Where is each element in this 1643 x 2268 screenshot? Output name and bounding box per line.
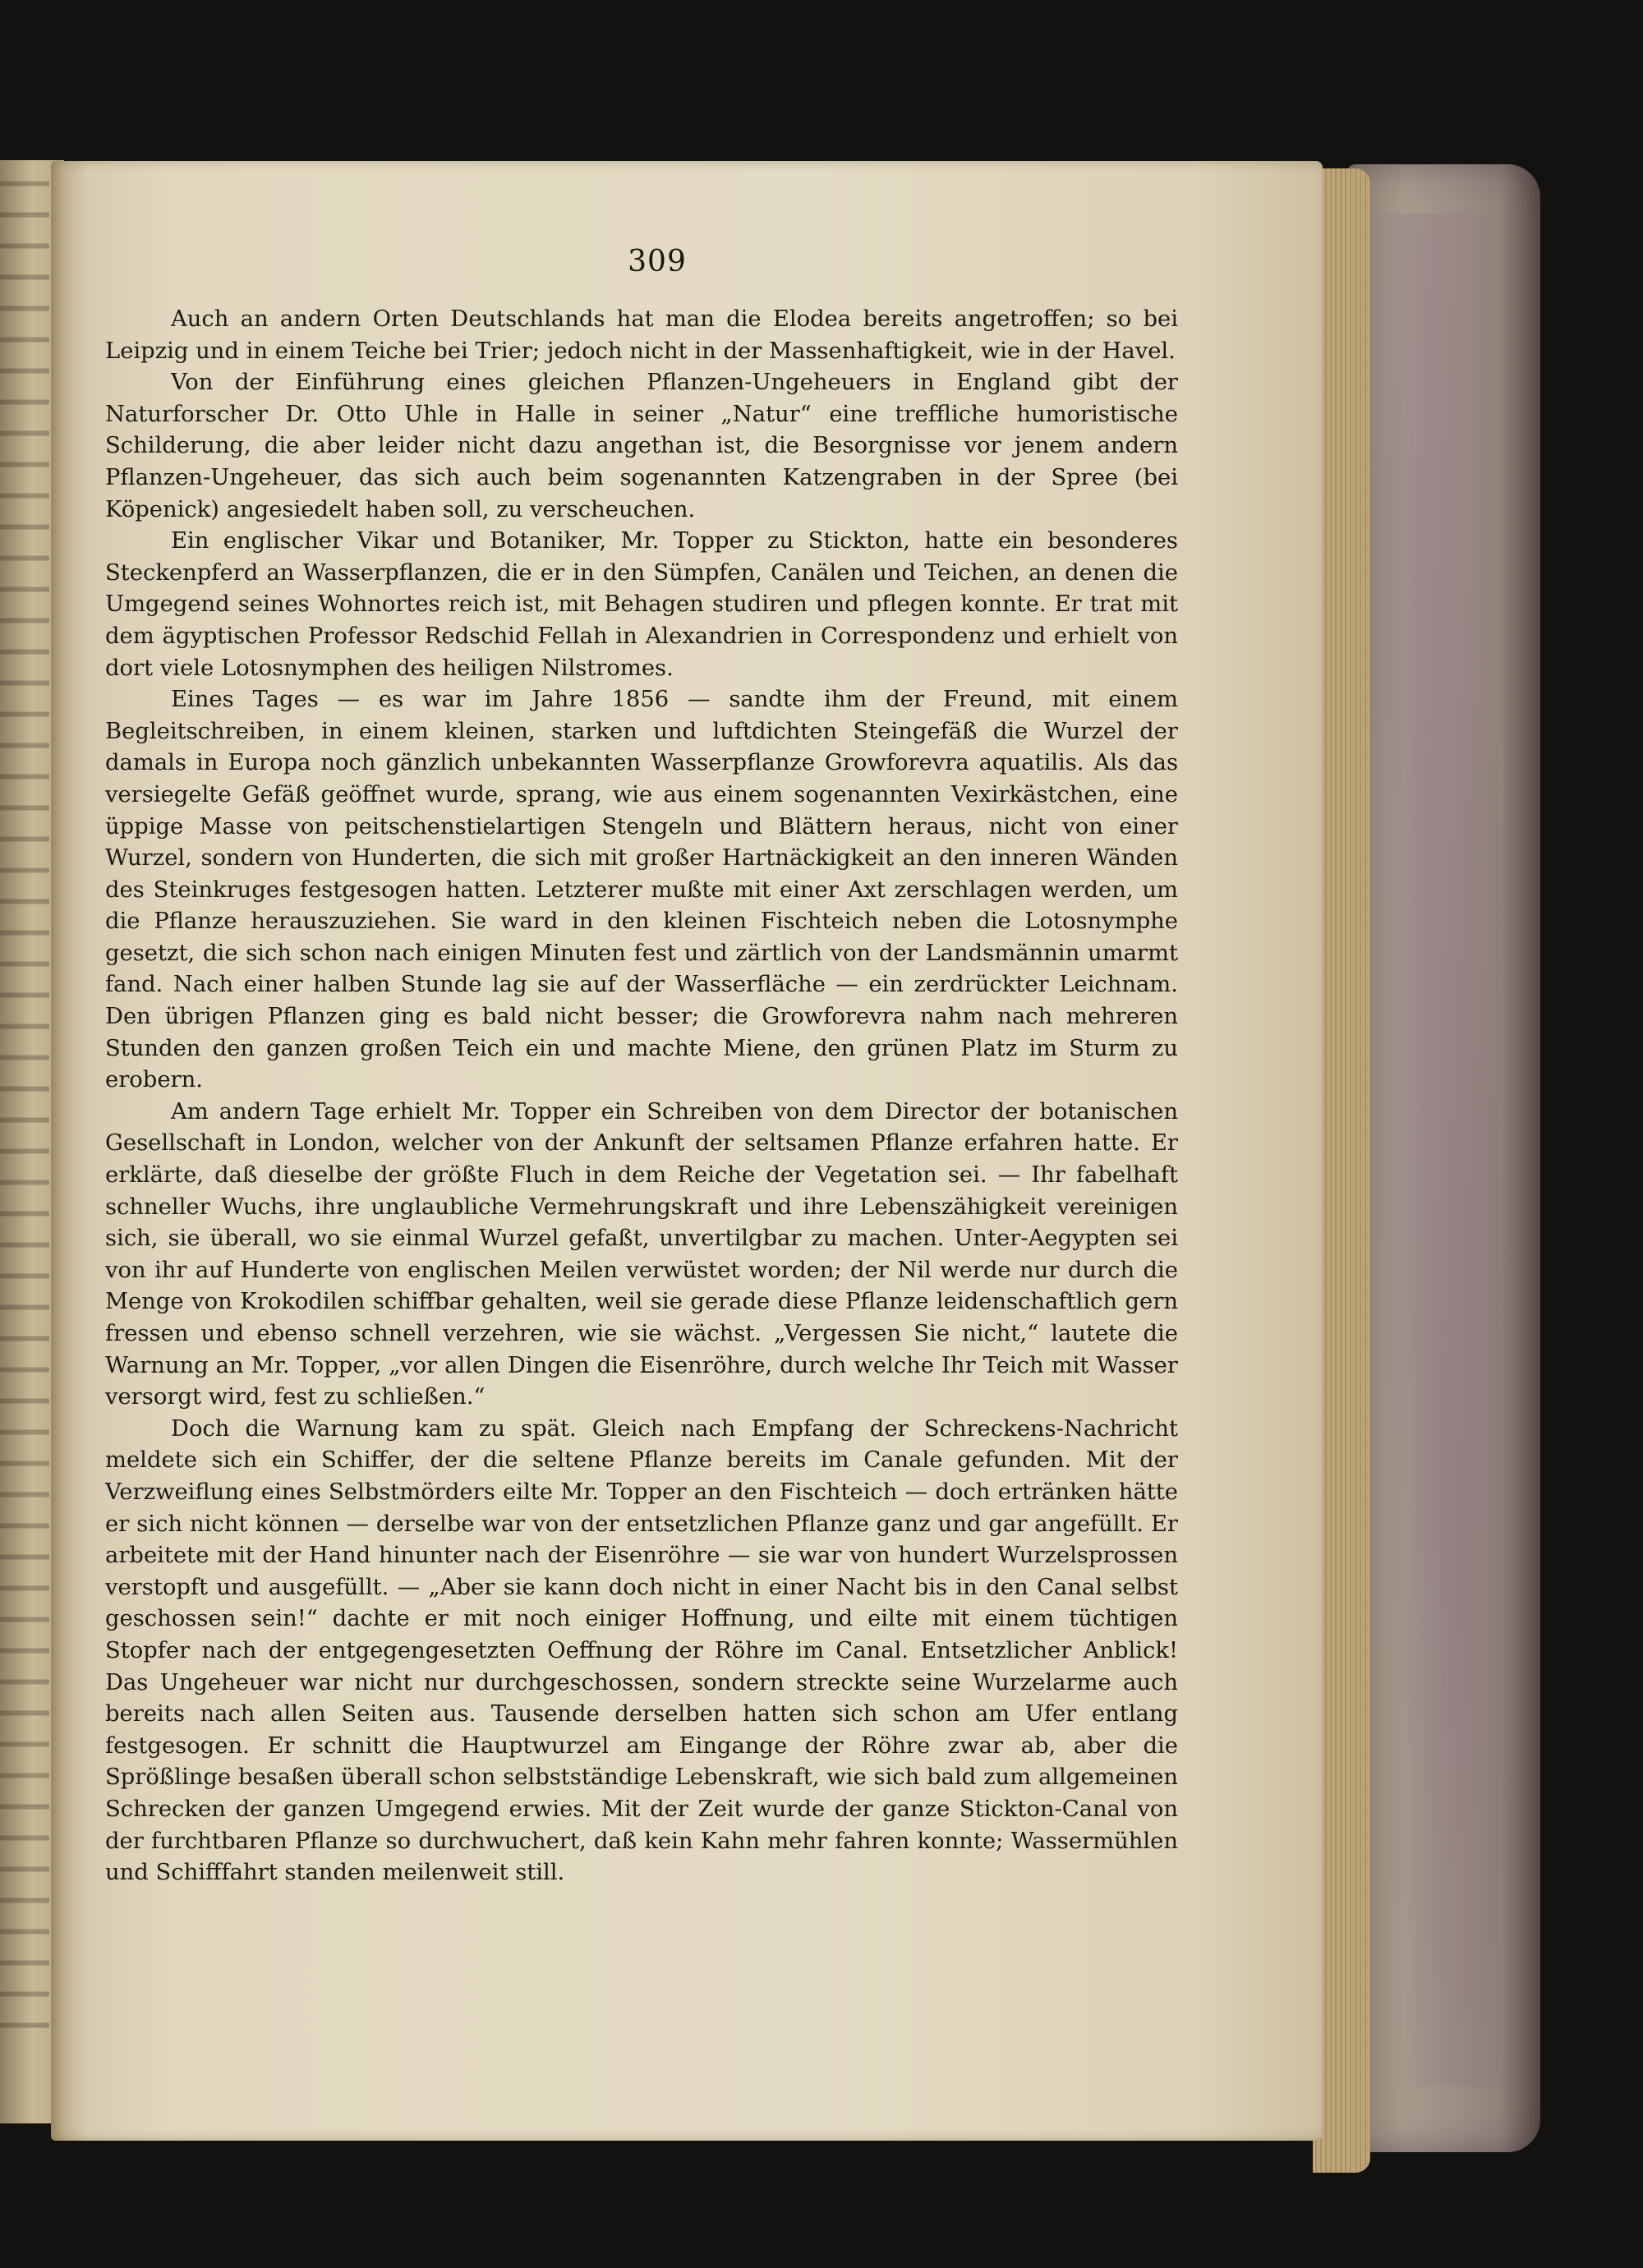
paragraph: Ein englischer Vikar und Botaniker, Mr. Topper zu Stickton, hatte ein besonderes Steckenpferd an Wasserpflanzen, die er in den Sümpfen, Canälen und Teichen, an denen die Umgegend seines Wohnortes reich ist, mit Behagen studiren und pflegen konnte. Er trat mit dem ägyptischen Professor Redschid Fellah in Alexandrien in Correspondenz und erhielt von dort viele Lotosnymphen des heiligen Nilstromes. [105,528,1178,681]
previous-page-text-fragment [0,164,49,2054]
page-body-text [105,304,1178,1889]
paragraph: Am andern Tage erhielt Mr. Topper ein Schreiben von dem Director der botanischen Gesellschaft in London, welcher von der Ankunft der seltsamen Pflanze erfahren hatte. Er erklärte, daß dieselbe der größte Fluch in dem Reiche der Vegetation sei. — Ihr fabelhaft schneller Wuchs, ihre unglaubliche Vermehrungskraft und ihre Lebenszähigkeit vereinigen sich, sie überall, wo sie einmal Wurzel gefaßt, unvertilgbar zu machen. Unter-Aegypten sei von ihr auf Hunderte von englischen Meilen verwüstet worden; der Nil werde nur durch die Menge von Krokodilen schiffbar gehalten, weil sie gerade diese Pflanze leidenschaftlich gern fressen und ebenso schnell verzehren, wie sie wächst. „Vergessen Sie nicht,“ lautete die Warnung an Mr. Topper, „vor allen Dingen die Eisenröhre, durch welche Ihr Teich mit Wasser versorgt wird, fest zu schließen.“ [105,1098,1178,1410]
page-number: 309 [628,245,687,278]
paragraph: Von der Einführung eines gleichen Pflanzen-Ungeheuers in England gibt der Naturforscher Dr. Otto Uhle in Halle in seiner „Natur“ eine treffliche humoristische Schilderung, die aber leider nicht dazu angethan ist, die Besorgnisse vor jenem andern Pflanzen-Ungeheuer, das sich auch beim sogenannten Katzengraben in der Spree (bei Köpenick) angesiedelt haben soll, zu verscheuchen. [105,370,1178,522]
paragraph: Auch an andern Orten Deutschlands hat man die Elodea bereits angetroffen; so bei Leipzig und in einem Teiche bei Trier; jedoch nicht in der Massenhaftigkeit, wie in der Havel. [105,306,1178,364]
paragraph: Eines Tages — es war im Jahre 1856 — sandte ihm der Freund, mit einem Begleitschreiben, in einem kleinen, starken und luftdichten Steingefäß die Wurzel der damals in Europa noch gänzlich unbekannten Wasserpflanze Growforevra aquatilis. Als das versiegelte Gefäß geöffnet wurde, sprang, wie aus einem sogenannten Vexirkästchen, eine üppige Masse von peitschenstielartigen Stengeln und Blättern heraus, nicht von einer Wurzel, sondern von Hunderten, die sich mit großer Hartnäckigkeit an den inneren Wänden des Steinkruges festgesogen hatten. Letzterer mußte mit einer Axt zerschlagen werden, um die Pflanze herauszuziehen. Sie ward in den kleinen Fischteich neben die Lotosnymphe gesetzt, die sich schon nach einigen Minuten fest und zärtlich von der Landsmännin umarmt fand. Nach einer halben Stunde lag sie auf der Wasserfläche — ein zerdrückter Leichnam. Den übrigen Pflanzen ging es bald nicht besser; die Growforevra nahm nach mehreren Stunden den ganzen großen Teich ein und machte Miene, den grünen Platz im Sturm zu erobern. [105,687,1178,1093]
book-back-cover [1347,164,1540,2152]
paragraph: Doch die Warnung kam zu spät. Gleich nach Empfang der Schreckens-Nachricht meldete sich ein Schiffer, der die seltene Pflanze bereits im Canale gefunden. Mit der Verzweiflung eines Selbstmörders eilte Mr. Topper an den Fischteich — doch ertränken hätte er sich nicht können — derselbe war von der entsetzlichen Pflanze ganz und gar angefüllt. Er arbeitete mit der Hand hinunter nach der Eisenröhre — sie war von hundert Wurzelsprossen verstopft und ausgefüllt. — „Aber sie kann doch nicht in einer Nacht bis in den Canal selbst geschossen sein!“ dachte er mit noch einiger Hoffnung, und eilte mit einem tüchtigen Stopfer nach der entgegengesetzten Oeffnung der Röhre im Canal. Entsetzlicher Anblick! Das Ungeheuer war nicht nur durchgeschossen, sondern streckte seine Wurzelarme auch bereits nach allen Seiten aus. Tausende derselben hatten sich schon am Ufer entlang festgesogen. Er schnitt die Hauptwurzel am Eingange der Röhre zwar ab, aber die Sprößlinge besaßen überall schon selbstständige Lebenskraft, wie sich bald zum allgemeinen Schrecken der ganzen Umgegend erwies. Mit der Zeit wurde der ganze Stickton-Canal von der furchtbaren Pflanze so durchwuchert, daß kein Kahn mehr fahren konnte; Wassermühlen und Schifffahrt standen meilenweit still. [105,1415,1178,1886]
